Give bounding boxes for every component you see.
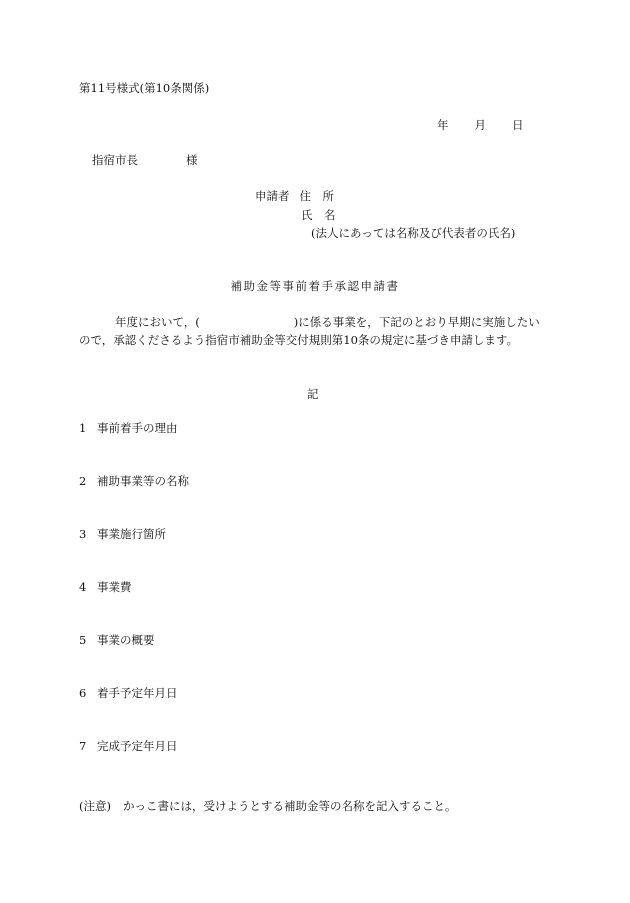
date-line: [437, 119, 524, 133]
item-number: 7: [79, 739, 87, 753]
recipient: [92, 154, 198, 168]
form-number: 第11号様式(第10条関係): [79, 81, 210, 95]
item-label: 着手予定年月日: [97, 686, 178, 700]
note-label: (注意): [79, 799, 111, 813]
date-month: 月: [474, 118, 486, 132]
item-number: 3: [79, 527, 87, 541]
item-number: 1: [79, 421, 87, 435]
recipient-name: 指宿市長: [92, 153, 138, 167]
item-label: 事業施行箇所: [97, 527, 166, 541]
item-number: 5: [79, 633, 87, 647]
applicant-address-row: [255, 190, 334, 204]
list-item: [79, 528, 166, 542]
recipient-honorific: 様: [186, 153, 198, 167]
item-label: 事業費: [97, 580, 132, 594]
address-label: 住 所: [299, 189, 334, 203]
list-item: [79, 475, 189, 489]
applicant-name-row: [301, 209, 336, 223]
body-line-1: [115, 316, 540, 330]
list-item: [79, 740, 178, 754]
ki-heading: 記: [307, 387, 319, 401]
item-label: 完成予定年月日: [97, 739, 178, 753]
note: [79, 800, 456, 814]
body-line-1-start: 年度において，(: [115, 315, 200, 329]
applicant-note: (法人にあっては名称及び代表者の氏名): [311, 226, 516, 240]
item-number: 4: [79, 580, 87, 594]
body-line-2: ので，承認くださるよう指宿市補助金等交付規則第10条の規定に基づき申請します。: [79, 333, 518, 347]
note-text: かっこ書には，受けようとする補助金等の名称を記入すること。: [122, 799, 457, 813]
list-item: [79, 581, 132, 595]
item-label: 事前着手の理由: [97, 421, 178, 435]
document-title: 補助金等事前着手承認申請書: [230, 279, 400, 293]
list-item: [79, 687, 178, 701]
item-number: 6: [79, 686, 87, 700]
list-item: [79, 634, 155, 648]
item-number: 2: [79, 474, 87, 488]
body-line-1-end: )に係る事業を，下記のとおり早期に実施したい: [293, 315, 540, 329]
item-label: 補助事業等の名称: [97, 474, 189, 488]
item-label: 事業の概要: [97, 633, 155, 647]
list-item: [79, 422, 178, 436]
name-label: 氏 名: [301, 208, 336, 222]
date-day: 日: [512, 118, 524, 132]
applicant-label: 申請者: [255, 189, 290, 203]
date-year: 年: [437, 118, 449, 132]
